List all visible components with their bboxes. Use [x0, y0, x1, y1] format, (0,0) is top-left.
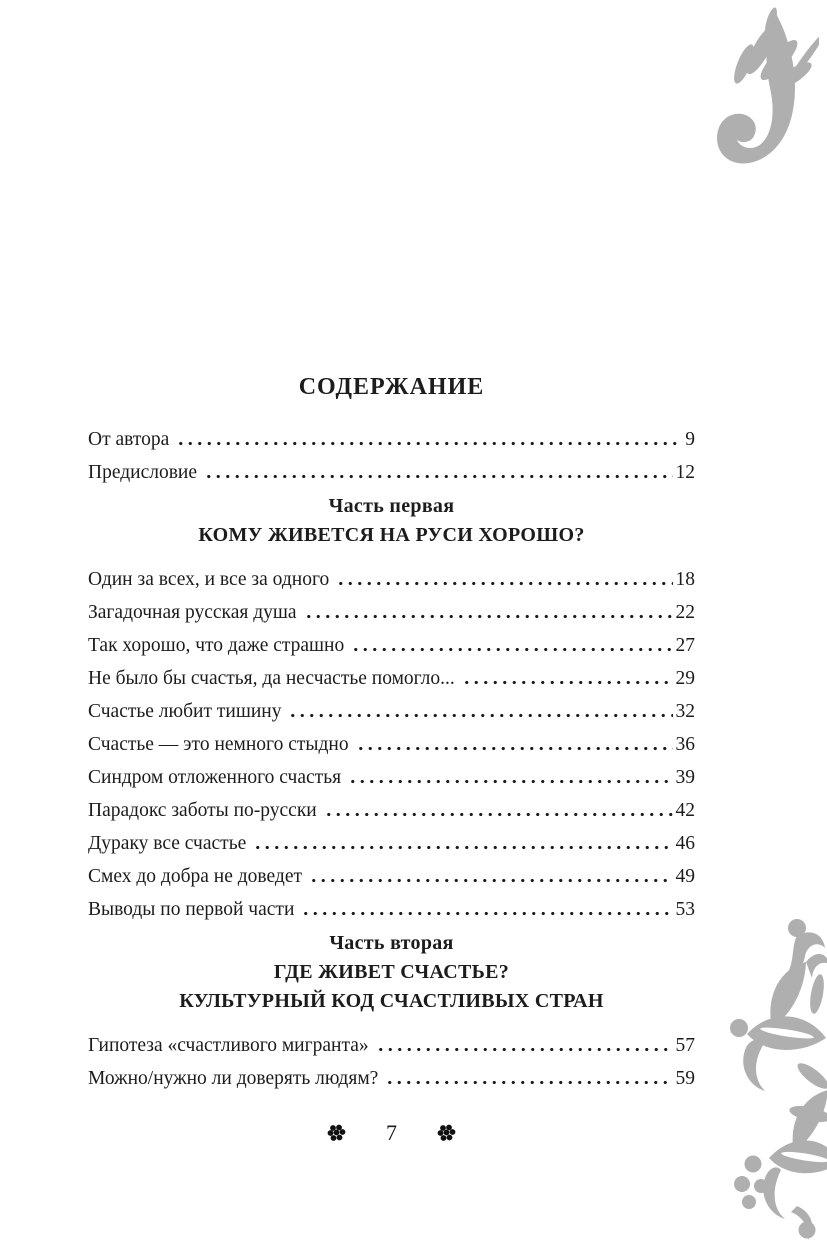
dot-leader — [204, 474, 672, 479]
toc-section-entries — [88, 1023, 695, 1089]
toc-section — [88, 929, 695, 1089]
floral-flourish-top-right-icon — [714, 6, 819, 174]
toc-entry-title: Так хорошо, что даже страшно — [88, 634, 345, 656]
table-of-contents — [88, 0, 695, 1089]
toc-entry-title: Можно/нужно ли доверять людям? — [88, 1067, 379, 1089]
toc-entry[interactable] — [88, 854, 695, 887]
toc-entry-page: 32 — [675, 700, 695, 722]
flower-cluster-left-icon — [327, 1123, 346, 1142]
toc-entry-title: Гипотеза «счастливого мигранта» — [88, 1034, 369, 1056]
toc-entry-title: Синдром отложенного счастья — [88, 766, 342, 788]
toc-entry[interactable] — [88, 887, 695, 920]
toc-entry-page: 36 — [675, 733, 695, 755]
dot-leader — [376, 1047, 673, 1052]
toc-entry-page: 29 — [675, 667, 695, 689]
toc-section-heading-line: КОМУ ЖИВЕТСЯ НА РУСИ ХОРОШО? — [198, 524, 585, 546]
toc-section-heading — [88, 929, 695, 1016]
toc-entry-page: 22 — [675, 601, 695, 623]
toc-section-heading-line: ГДЕ ЖИВЕТ СЧАСТЬЕ? — [273, 961, 510, 983]
toc-entry-title: Один за всех, и все за одного — [88, 568, 330, 590]
toc-section-heading-line: КУЛЬТУРНЫЙ КОД СЧАСТЛИВЫХ СТРАН — [179, 990, 604, 1012]
toc-entry-page: 9 — [685, 428, 695, 450]
toc-entry-page: 59 — [675, 1067, 695, 1089]
dot-leader — [304, 614, 673, 619]
toc-entry[interactable] — [88, 821, 695, 854]
toc-entry[interactable] — [88, 689, 695, 722]
toc-entry-page: 49 — [675, 865, 695, 887]
toc-sections — [88, 492, 695, 1089]
toc-section-entries — [88, 557, 695, 920]
toc-entry-page: 42 — [675, 799, 695, 821]
toc-entry-title: Не было бы счастья, да несчастье помогло... — [88, 667, 455, 689]
toc-entry[interactable] — [88, 1056, 695, 1089]
toc-entry-title: Парадокс заботы по-русски — [88, 799, 317, 821]
toc-entry[interactable] — [88, 722, 695, 755]
toc-entry-title: Выводы по первой части — [88, 898, 295, 920]
toc-entry-title: Счастье — это немного стыдно — [88, 733, 349, 755]
toc-entry-page: 57 — [675, 1034, 695, 1056]
dot-leader — [301, 911, 672, 916]
floral-flourish-bottom-right-icon — [713, 906, 827, 1240]
dot-leader — [309, 878, 672, 883]
toc-entry[interactable] — [88, 788, 695, 821]
toc-entry-page: 46 — [675, 832, 695, 854]
toc-entry[interactable] — [88, 623, 695, 656]
toc-entry[interactable] — [88, 1023, 695, 1056]
toc-entry-page: 12 — [675, 461, 695, 483]
toc-entry-title: От автора — [88, 428, 170, 450]
toc-entry-page: 39 — [675, 766, 695, 788]
toc-heading: СОДЕРЖАНИЕ — [298, 374, 485, 400]
toc-entry-title: Загадочная русская душа — [88, 601, 297, 623]
toc-section — [88, 492, 695, 920]
page-footer — [88, 1120, 695, 1144]
dot-leader — [324, 812, 673, 817]
toc-front-list — [88, 417, 695, 483]
toc-entry-title: Предисловие — [88, 461, 198, 483]
toc-entry-title: Дураку все счастье — [88, 832, 247, 854]
toc-entry[interactable] — [88, 656, 695, 689]
page-number: 7 — [386, 1120, 397, 1145]
dot-leader — [351, 647, 672, 652]
dot-leader — [253, 845, 672, 850]
toc-entry-title: Смех до добра не доведет — [88, 865, 303, 887]
dot-leader — [336, 581, 672, 586]
toc-entry[interactable] — [88, 755, 695, 788]
toc-section-heading — [88, 492, 695, 550]
toc-entry[interactable] — [88, 557, 695, 590]
toc-entry-title: Счастье любит тишину — [88, 700, 282, 722]
toc-entry[interactable] — [88, 450, 695, 483]
dot-leader — [288, 713, 672, 718]
toc-entry-page: 18 — [675, 568, 695, 590]
toc-entry[interactable] — [88, 590, 695, 623]
toc-section-heading-line: Часть первая — [328, 495, 455, 517]
dot-leader — [348, 779, 672, 784]
dot-leader — [176, 441, 682, 446]
toc-entry[interactable] — [88, 417, 695, 450]
toc-entry-page: 53 — [675, 898, 695, 920]
dot-leader — [356, 746, 673, 751]
dot-leader — [385, 1080, 672, 1085]
toc-entry-page: 27 — [675, 634, 695, 656]
dot-leader — [462, 680, 673, 685]
flower-cluster-right-icon — [437, 1123, 456, 1142]
toc-section-heading-line: Часть вторая — [329, 932, 454, 954]
